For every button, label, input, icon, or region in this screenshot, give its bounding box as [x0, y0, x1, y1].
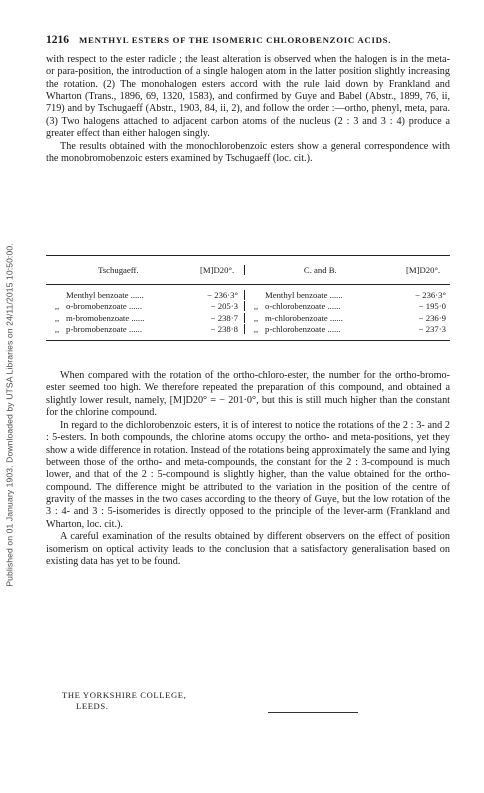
- ditto-mark: ,,: [253, 324, 259, 335]
- column-header-c-and-b: C. and B.: [244, 265, 397, 275]
- paragraph: A careful examination of the results obtained by different observers on the effect of position isomerism on optical activity leads to the conclusion that a satisfactory generalisation based on existing data has yet to be found.: [46, 531, 450, 568]
- leader-dots: ......: [128, 289, 144, 300]
- compound-label: o-chlorobenzoate: [265, 301, 326, 312]
- leader-dots: ......: [327, 289, 343, 300]
- compound-name-left: [46, 324, 191, 334]
- table-header-row: [46, 256, 450, 285]
- compound-name-left: [46, 290, 191, 300]
- column-header-rotation-right: [M]D20°.: [406, 265, 441, 275]
- running-head: MENTHYL ESTERS OF THE ISOMERIC CHLOROBENZOIC ACIDS.: [79, 35, 392, 45]
- rotation-value-right: − 195·0: [418, 301, 446, 312]
- publication-watermark: [4, 70, 16, 760]
- compound-label: Menthyl benzoate: [265, 289, 328, 300]
- end-rule: [268, 712, 358, 713]
- ditto-mark: ,,: [54, 324, 60, 335]
- table-row: [46, 312, 450, 324]
- paragraph: In regard to the dichlorobenzoic esters, it is of interest to notice the rotations of the 2 : 3- and 2 : 5-esters. In both compounds, the chlorine atoms occupy the ortho- and meta-positions, yet they show a wide difference in rotation. Instead of the rotations being approximately the same and lying between those of the ortho- and meta-compounds, the constant for the 2 : 3-compound is much lower, and that of the 2 : 5-compound is slightly higher, than the value obtained for the ortho-compound. The difference might be attributed to the variation in the position of the centre of gravity of the masses in the two cases according to the theory of Guye, but the low rotation of the 3 : 4- and 3 : 5-isomerides is directly opposed to the principle of the lever-arm (Frankland and Wharton, loc. cit.).: [46, 419, 450, 530]
- body-text-bottom: [46, 370, 450, 569]
- paragraph: The results obtained with the monochlorobenzoic esters show a general correspondence with the monobromobenzoic esters examined by Tschugaeff (loc. cit.).: [46, 140, 450, 165]
- signature-block: [62, 690, 186, 712]
- leader-dots: ......: [126, 324, 142, 335]
- compound-label: p-bromobenzoate: [66, 324, 127, 335]
- compound-label: o-bromobenzoate: [66, 301, 127, 312]
- compound-name-left: [46, 313, 191, 323]
- table-row: [46, 324, 450, 336]
- rotation-value-left: − 236·3°: [207, 289, 238, 300]
- ditto-mark: ,,: [253, 312, 259, 323]
- compound-name-right: [244, 301, 396, 311]
- rotation-value-left: − 238·8: [210, 324, 238, 335]
- compound-label: m-chlorobenzoate: [265, 312, 328, 323]
- compound-name-left: [46, 301, 191, 311]
- paragraph: with respect to the ester radicle ; the least alteration is observed when the halogen is in the meta- or para-position, the introduction of a single halogen atom in the latter position slightly increasing the rotation. (2) The monohalogen esters accord with the rule laid down by Frankland and Wharton (Trans., 1896, 69, 1320, 1583), and confirmed by Guye and Babel (Abstr., 1899, 76, ii, 719) and by Tschugaeff (Abstr., 1903, 84, ii, 2), and follow the order :—ortho, phenyl, meta, para. (3) Two halogens attached to adjacent carbon atoms of the nucleus (2 : 3 and 3 : 4) produce a greater effect than either halogen singly.: [46, 54, 450, 140]
- rotation-table: [46, 255, 450, 341]
- leader-dots: ......: [325, 324, 341, 335]
- rotation-value-right: − 236·9: [418, 312, 446, 323]
- compound-name-right: [244, 290, 396, 300]
- ditto-mark: ,,: [54, 301, 60, 312]
- paragraph: When compared with the rotation of the ortho-chloro-ester, the number for the ortho-bromo-ester seemed too high. We therefore repeated the preparation of this compound, and obtained a slightly lower result, namely, [M]D20° = − 201·0°, but this is still much higher than the constant for the chlorine compound.: [46, 370, 450, 419]
- table-row: [46, 289, 450, 301]
- leader-dots: ......: [325, 301, 341, 312]
- leader-dots: ......: [126, 301, 142, 312]
- compound-name-right: [244, 324, 396, 334]
- leader-dots: ......: [129, 312, 145, 323]
- column-header-rotation-left: [M]D20°.: [200, 265, 235, 275]
- compound-label: Menthyl benzoate: [66, 289, 129, 300]
- compound-label: m-bromobenzoate: [66, 312, 130, 323]
- compound-name-right: [244, 313, 396, 323]
- table-body: [46, 285, 450, 340]
- page-header: [46, 34, 450, 46]
- body-text-top: [46, 54, 450, 166]
- rotation-value-left: − 205·3: [210, 301, 238, 312]
- rotation-value-right: − 236·3°: [415, 289, 446, 300]
- rotation-value-left: − 238·7: [210, 312, 238, 323]
- compound-label: p-chlorobenzoate: [265, 324, 326, 335]
- ditto-mark: ,,: [54, 312, 60, 323]
- leader-dots: ......: [327, 312, 343, 323]
- column-header-tschugaeff: Tschugaeff.: [98, 265, 139, 275]
- table-row: [46, 301, 450, 313]
- signature-line-2: LEEDS.: [76, 701, 109, 711]
- page-number: 1216: [46, 34, 69, 46]
- rotation-value-right: − 237·3: [418, 324, 446, 335]
- signature-line-1: THE YORKSHIRE COLLEGE,: [62, 690, 187, 700]
- ditto-mark: ,,: [253, 301, 259, 312]
- watermark-text: Published on 01 January 1903. Downloaded by UTSA Libraries on 24/11/2015 10:50:00.: [5, 243, 15, 587]
